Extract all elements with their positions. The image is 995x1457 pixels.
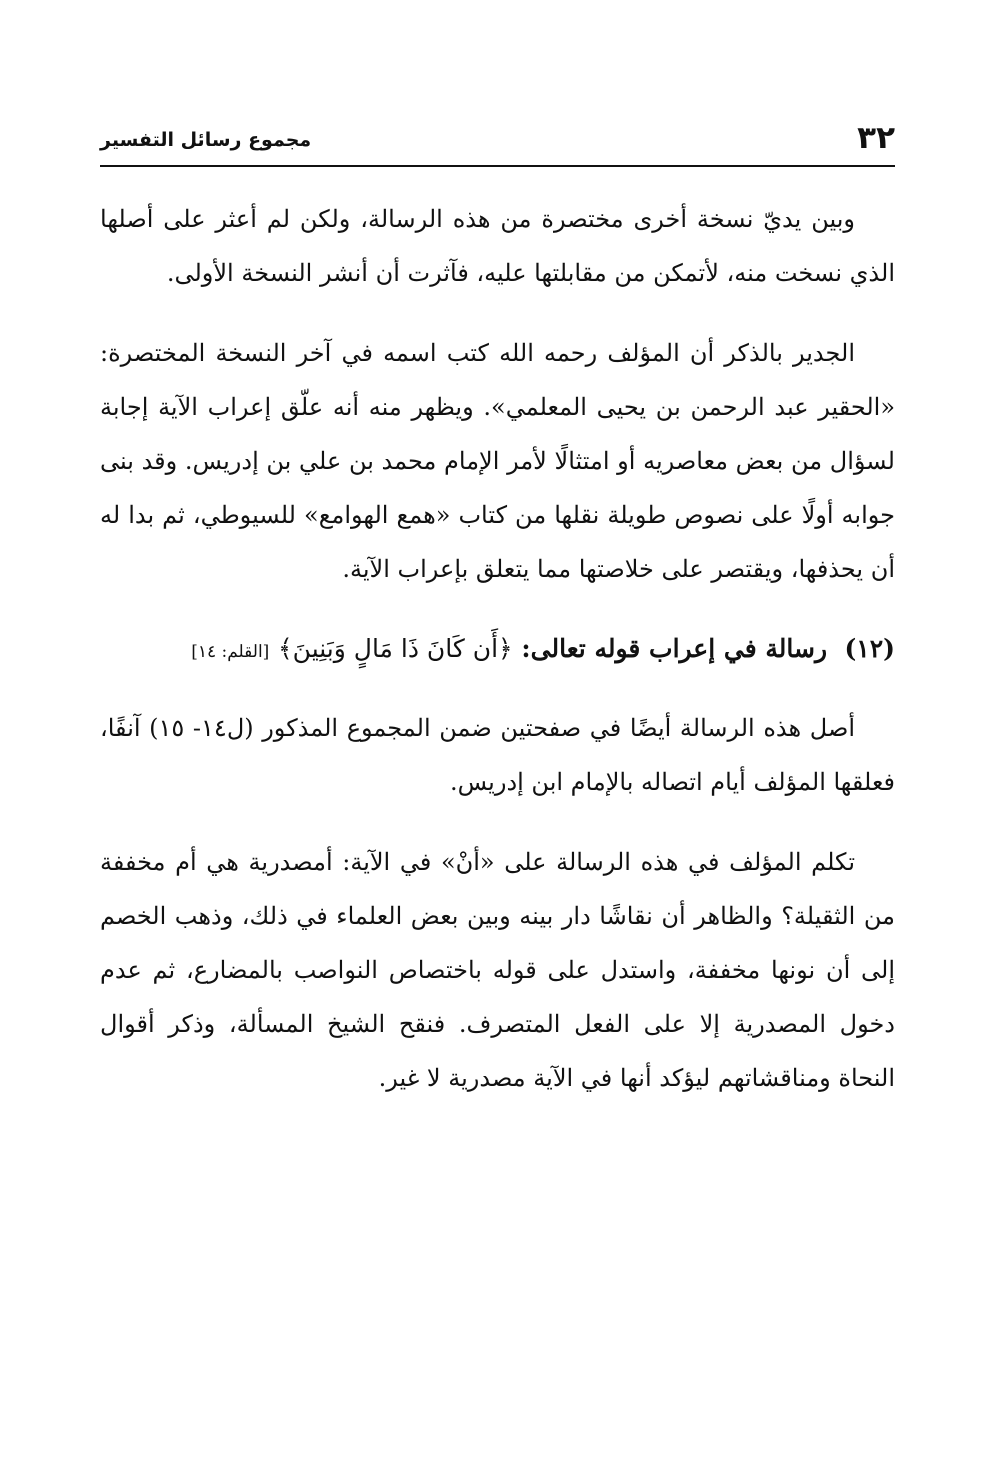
page-header (100, 118, 895, 162)
page-number: ٣٢ (857, 120, 895, 156)
section-title: رسالة في إعراب قوله تعالى: (521, 634, 828, 663)
paragraph-manuscript-origin: أصل هذه الرسالة أيضًا في صفحتين ضمن المجموع المذكور (ل١٤- ١٥) آنفًا، فعلقها المؤلف أيام اتصاله بالإمام ابن إدريس. (100, 714, 895, 796)
header-rule (100, 165, 895, 167)
paragraph-other-copy: وبين يديّ نسخة أخرى مختصرة من هذه الرسالة، ولكن لم أعثر على أصلها الذي نسخت منه، لأتمكن من مقابلتها عليه، فآثرت أن أنشر النسخة الأولى. (100, 205, 895, 287)
paragraph-author-note: الجدير بالذكر أن المؤلف رحمه الله كتب اسمه في آخر النسخة المختصرة: «الحقير عبد الرحمن بن يحيى المعلمي». ويظهر منه أنه علّق إعراب الآية إجابة لسؤال من بعض معاصريه أو امتثالًا لأمر الإمام محمد بن علي بن إدريس. وقد بنى جوابه أولًا على نصوص طويلة نقلها من كتاب «همع الهوامع» للسيوطي، ثم بدا له أن يحذفها، ويقتصر على خلاصتها مما يتعلق بإعراب الآية. (100, 339, 895, 583)
paragraph-discussion: تكلم المؤلف في هذه الرسالة على «أنْ» في الآية: أمصدرية هي أم مخففة من الثقيلة؟ والظاهر أن نقاشًا دار بينه وبين بعض العلماء في ذلك، وذهب الخصم إلى أن نونها مخففة، واستدل على قوله باختصاص النواصب بالمضارع، ثم عدم دخول المصدرية إلا على الفعل المتصرف. فنقح الشيخ المسألة، وذكر أقوال النحاة ومناقشاتهم ليؤكد أنها في الآية مصدرية لا غير. (100, 848, 895, 1092)
section-number: (١٢) (844, 634, 895, 663)
quran-verse: ﴿أَن كَانَ ذَا مَالٍ وَبَنِينَ﴾ (278, 634, 513, 663)
running-title: مجموع رسائل التفسير (100, 129, 312, 151)
verse-reference: [القلم: ١٤] (191, 642, 270, 662)
page-body (100, 192, 895, 1131)
section-heading (100, 622, 895, 679)
